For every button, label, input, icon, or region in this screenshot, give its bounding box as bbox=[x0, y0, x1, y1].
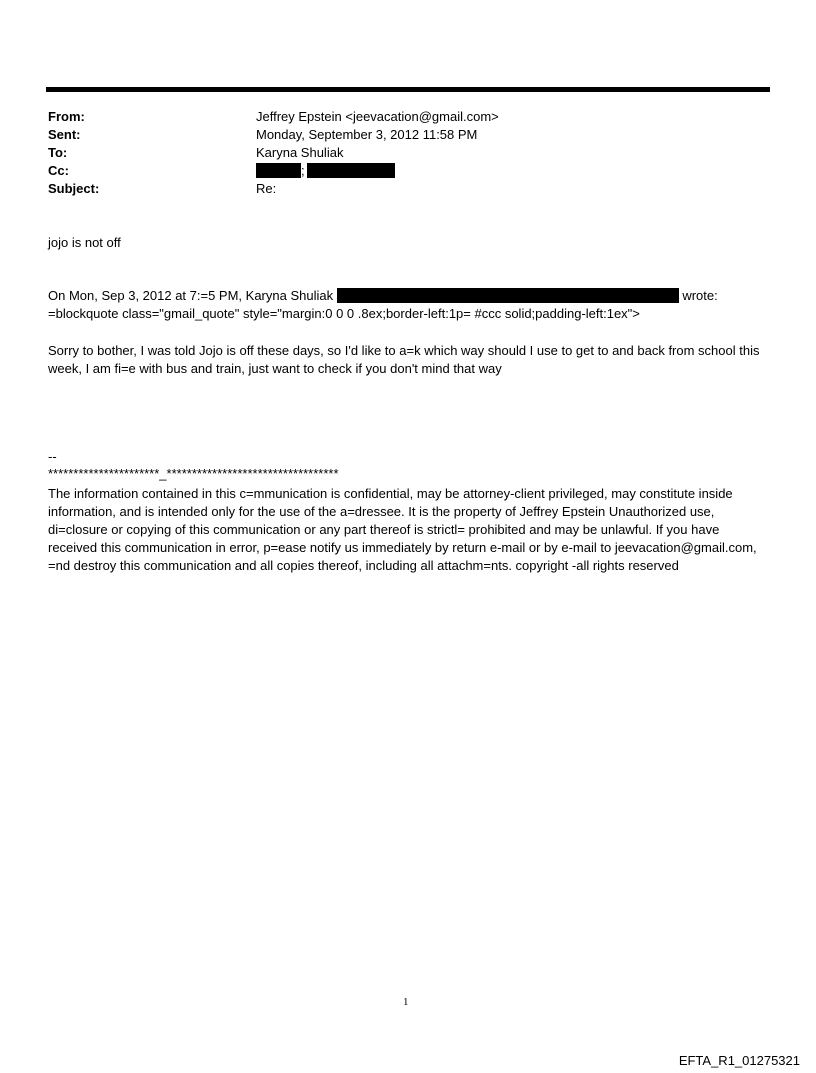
reply-text: jojo is not off bbox=[48, 235, 121, 250]
from-label: From: bbox=[48, 109, 85, 124]
subject-value: Re: bbox=[256, 181, 277, 196]
subject-label: Subject: bbox=[48, 181, 100, 196]
cc-label: Cc: bbox=[48, 163, 69, 178]
cc-separator: ; bbox=[301, 163, 305, 178]
header-rule bbox=[46, 87, 770, 92]
cc-value bbox=[256, 162, 395, 180]
cc-redaction-1 bbox=[256, 163, 301, 178]
sent-value: Monday, September 3, 2012 11:58 PM bbox=[256, 127, 478, 142]
quote-intro-start: On Mon, Sep 3, 2012 at 7:=5 PM, Karyna Shuliak bbox=[48, 288, 334, 303]
page-number: 1 bbox=[403, 996, 409, 1008]
quote-intro bbox=[48, 287, 718, 305]
from-value: Jeffrey Epstein <jeevacation@gmail.com> bbox=[256, 109, 499, 124]
quoted-message: Sorry to bother, I was told Jojo is off these days, so I'd like to a=k which way should I use to get to and back from school this week, I am fi=e with bus and train, just want to check if you don't mind that way bbox=[48, 343, 760, 376]
sent-label: Sent: bbox=[48, 127, 81, 142]
signature-dashes: -- bbox=[48, 449, 57, 464]
quote-markup: =blockquote class="gmail_quote" style="margin:0 0 0 .8ex;border-left:1p= #ccc solid;padding-left:1ex"> bbox=[48, 306, 640, 321]
to-value: Karyna Shuliak bbox=[256, 145, 344, 160]
email-redaction bbox=[337, 288, 679, 303]
quote-intro-end: wrote: bbox=[682, 288, 718, 303]
cc-redaction-2 bbox=[307, 163, 395, 178]
disclaimer: The information contained in this c=mmunication is confidential, may be attorney-client privileged, may constitute inside information, and is intended only for the use of the a=dressee. It is the property of Jeffrey Epstein Unauthorized use, di=closure or copying of this communication or any part thereof is strictl= prohibited and may be unlawful. If you have received this communication in error, p=ease notify us immediately by return e-mail or by e-mail to jeevacation@gmail.com, =nd destroy this communication and all copies thereof, including all attachm=nts. copyright -all rights reserved bbox=[48, 486, 757, 573]
document-id: EFTA_R1_01275321 bbox=[678, 1053, 800, 1068]
to-label: To: bbox=[48, 145, 68, 160]
signature-stars: **********************_********************************** bbox=[48, 466, 339, 481]
